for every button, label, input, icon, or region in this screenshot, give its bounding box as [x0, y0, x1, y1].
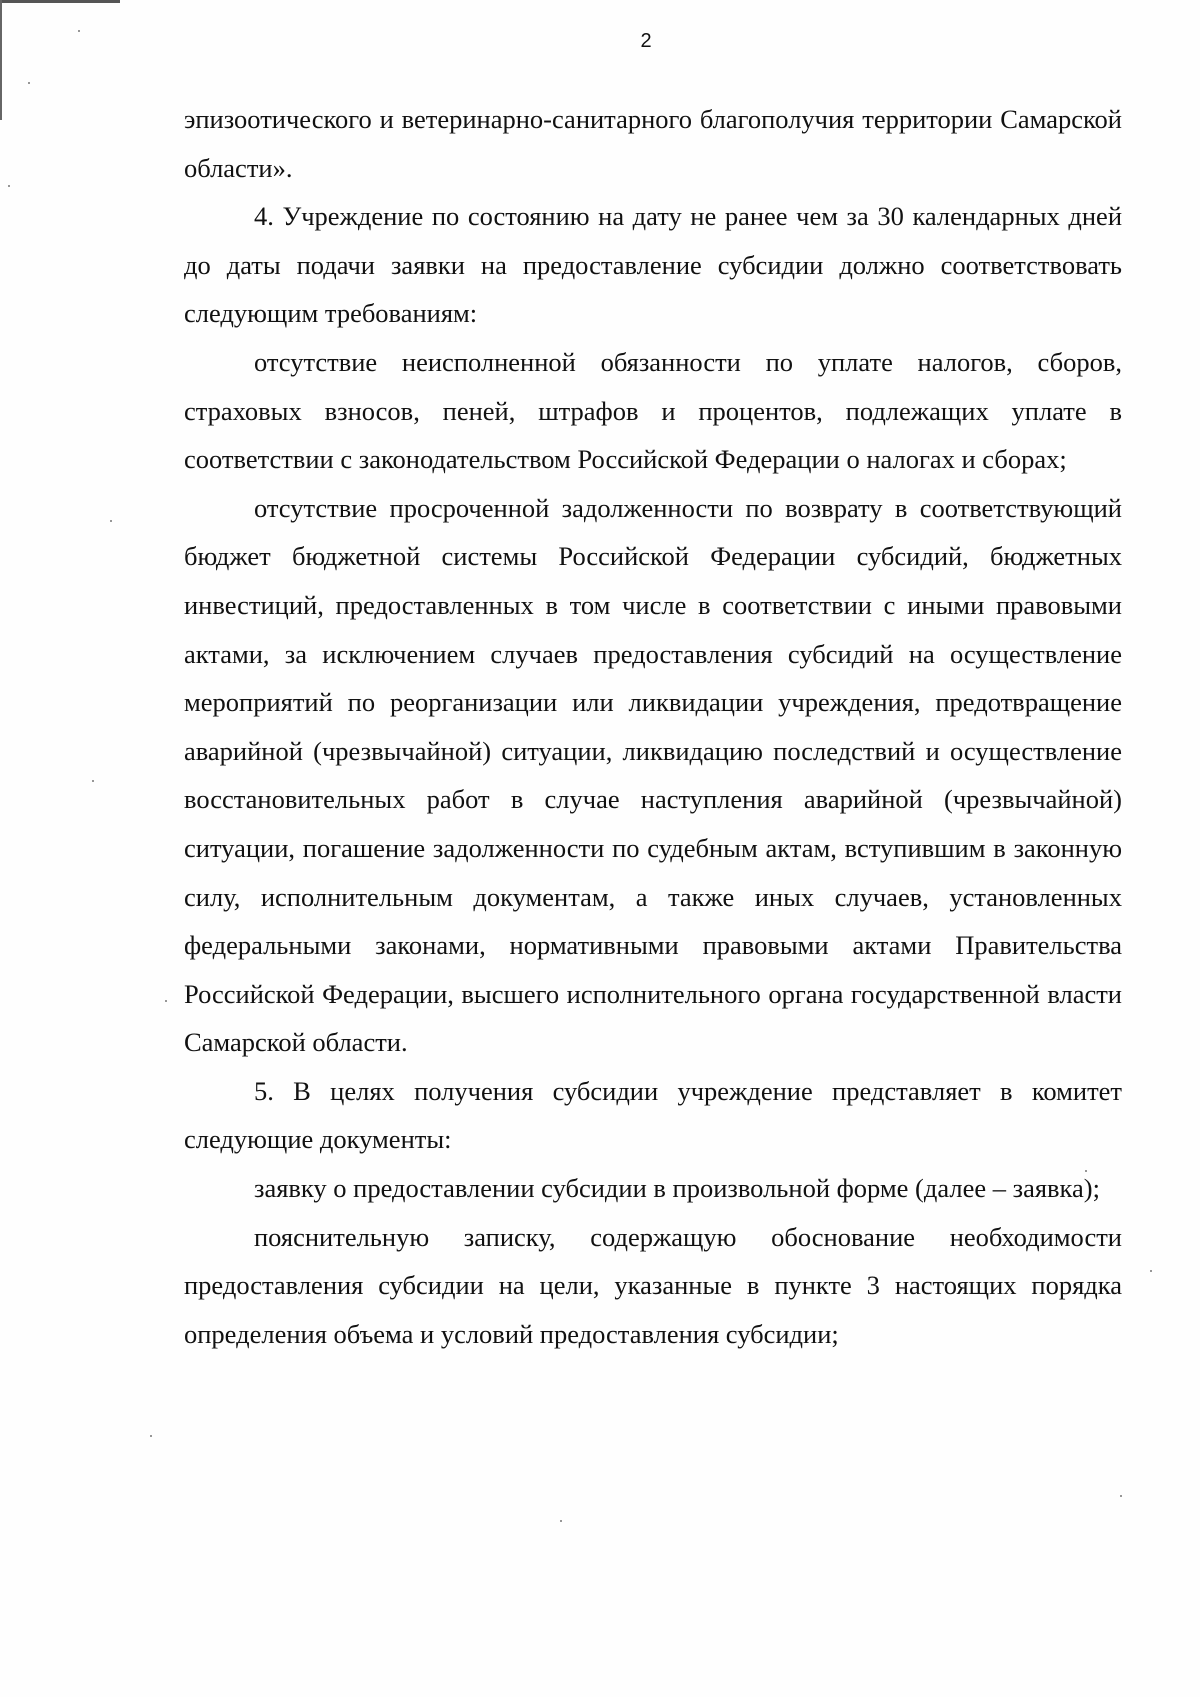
paragraph-debt-requirement: отсутствие просроченной задолженности по возврату в соответствующий бюджет бюджетной системы Российской Федерации субсидий, бюджетных инвестиций, предоставленных в том числе в соответствии с иными правовыми актами, за исключением случаев предоставления субсидий на осуществление мероприятий по реорганизации или ликвидации учреждения, предотвращение аварийной (чрезвычайной) ситуации, ликвидацию последствий и осуществление восстановительных работ в случае наступления аварийной (чрезвычайной) ситуации, погашение задолженности по судебным актам, вступившим в законную силу, исполнительным документам, а также иных случаев, установленных федеральными законами, нормативными правовыми актами Правительства Российской Федерации, высшего исполнительного органа государственной власти Самарской области. [184, 492, 1122, 1058]
scan-speck [8, 185, 10, 187]
scan-speck [92, 780, 94, 782]
page-number: 2 [640, 30, 652, 52]
scan-speck [1085, 1170, 1087, 1172]
paragraph-tax-requirement: отсутствие неисполненной обязанности по уплате налогов, сборов, страховых взносов, пеней, штрафов и процентов, подлежащих уплате в соответствии с законодательством Российской Федерации о налогах и сборах; [184, 346, 1122, 475]
paragraph-explanatory-note: пояснительную записку, содержащую обоснование необходимости предоставления субсидии на цели, указанные в пункте 3 настоящих порядка определения объема и условий предоставления субсидии; [184, 1221, 1122, 1349]
scan-speck [78, 30, 80, 32]
scan-speck [28, 82, 30, 84]
paragraph-item-4: 4. Учреждение по состоянию на дату не ранее чем за 30 календарных дней до даты подачи заявки на предоставление субсидии должно соответствовать следующим требованиям: [184, 201, 1122, 329]
scan-speck [1120, 1495, 1122, 1497]
scan-edge-left [0, 0, 2, 120]
paragraph-item-5: 5. В целях получения субсидии учреждение представляет в комитет следующие документы: [184, 1075, 1122, 1155]
document-body [184, 95, 1122, 1358]
scan-speck [560, 1520, 562, 1522]
scan-speck [150, 1435, 152, 1437]
scan-edge-top [0, 0, 120, 3]
scan-speck [110, 520, 112, 522]
scan-speck [165, 1000, 167, 1002]
scan-speck [1150, 1270, 1152, 1272]
paragraph-continuation: эпизоотического и ветеринарно-санитарного благополучия территории Самарской области». [184, 104, 1122, 183]
paragraph-application: заявку о предоставлении субсидии в произвольной форме (далее – заявка); [254, 1173, 1100, 1204]
